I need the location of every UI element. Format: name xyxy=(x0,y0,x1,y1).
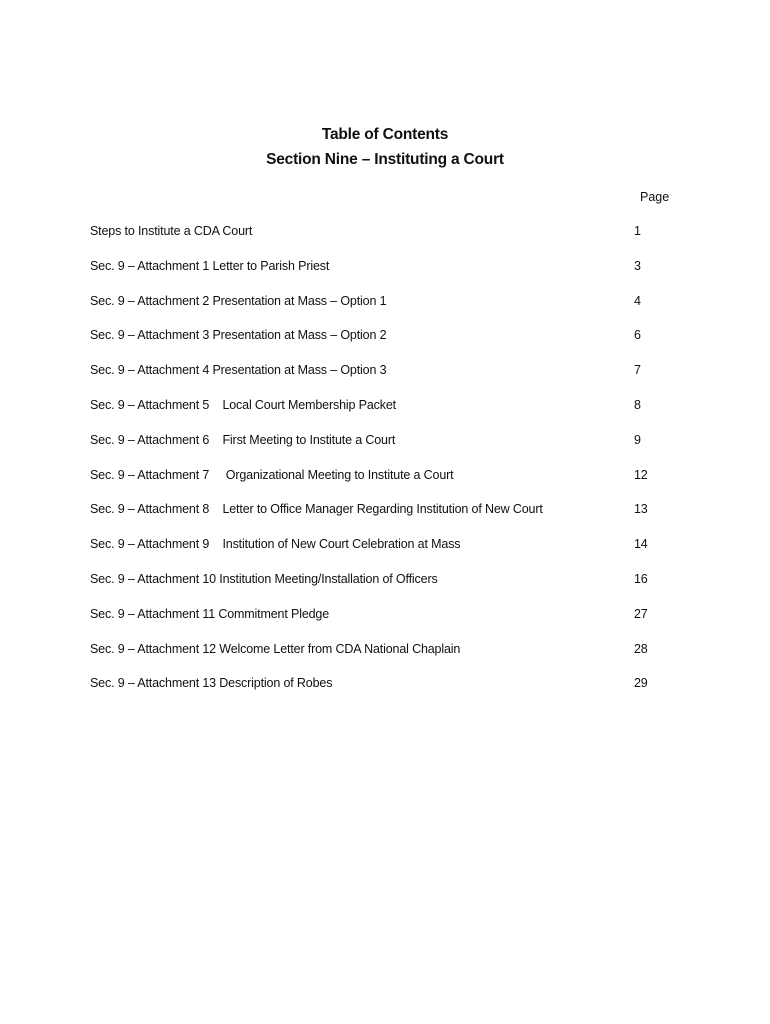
toc-entry-page: 27 xyxy=(634,606,648,621)
toc-entry-label: Sec. 9 – Attachment 11 Commitment Pledge xyxy=(90,606,330,621)
toc-entry-label: Sec. 9 – Attachment 9 Institution of New Court Celebration at Mass xyxy=(90,537,461,552)
page-title: Table of Contents xyxy=(321,126,449,143)
toc-entry xyxy=(90,363,690,398)
toc-entry xyxy=(90,224,690,259)
toc-entry xyxy=(90,572,690,607)
toc-entry-label: Sec. 9 – Attachment 8 Letter to Office Manager Regarding Institution of New Court xyxy=(90,502,543,517)
toc-entry-page: 12 xyxy=(634,467,648,482)
table-of-contents xyxy=(90,224,690,711)
toc-entry xyxy=(90,398,690,433)
toc-entry xyxy=(90,259,690,294)
toc-entry-page: 9 xyxy=(634,432,641,447)
toc-entry xyxy=(90,642,690,677)
toc-entry xyxy=(90,468,690,503)
page-column-header: Page xyxy=(640,190,670,204)
toc-entry-page: 3 xyxy=(634,258,641,273)
toc-entry-label: Sec. 9 – Attachment 3 Presentation at Mass – Option 2 xyxy=(90,328,387,343)
toc-entry-page: 6 xyxy=(634,328,641,343)
toc-entry xyxy=(90,433,690,468)
toc-entry xyxy=(90,537,690,572)
toc-entry-label: Sec. 9 – Attachment 2 Presentation at Mass – Option 1 xyxy=(90,293,387,308)
toc-entry xyxy=(90,607,690,642)
toc-entry-page: 1 xyxy=(634,224,641,238)
toc-entry-label: Sec. 9 – Attachment 13 Description of Robes xyxy=(90,676,333,691)
toc-entry-page: 8 xyxy=(634,397,641,412)
toc-entry xyxy=(90,328,690,363)
toc-entry xyxy=(90,502,690,537)
toc-entry-label: Sec. 9 – Attachment 5 Local Court Membership Packet xyxy=(90,397,396,412)
toc-entry-page: 4 xyxy=(634,293,641,308)
section-subtitle: Section Nine – Instituting a Court xyxy=(266,151,504,168)
toc-entry-label: Sec. 9 – Attachment 4 Presentation at Mass – Option 3 xyxy=(90,363,387,378)
toc-entry-page: 7 xyxy=(634,363,641,378)
toc-entry-page: 14 xyxy=(634,537,648,552)
toc-entry-page: 13 xyxy=(634,502,648,517)
toc-entry-label: Sec. 9 – Attachment 7 Organizational Meeting to Institute a Court xyxy=(90,467,454,482)
toc-entry-page: 28 xyxy=(634,641,648,656)
toc-entry-page: 16 xyxy=(634,571,648,586)
toc-entry xyxy=(90,294,690,329)
toc-entry-label: Steps to Institute a CDA Court xyxy=(90,224,253,238)
toc-entry-label: Sec. 9 – Attachment 1 Letter to Parish Priest xyxy=(90,258,330,273)
toc-entry-label: Sec. 9 – Attachment 10 Institution Meeting/Installation of Officers xyxy=(90,571,438,586)
toc-entry-label: Sec. 9 – Attachment 6 First Meeting to Institute a Court xyxy=(90,432,396,447)
toc-entry-page: 29 xyxy=(634,676,648,691)
toc-entry xyxy=(90,676,690,711)
toc-entry-label: Sec. 9 – Attachment 12 Welcome Letter from CDA National Chaplain xyxy=(90,641,461,656)
